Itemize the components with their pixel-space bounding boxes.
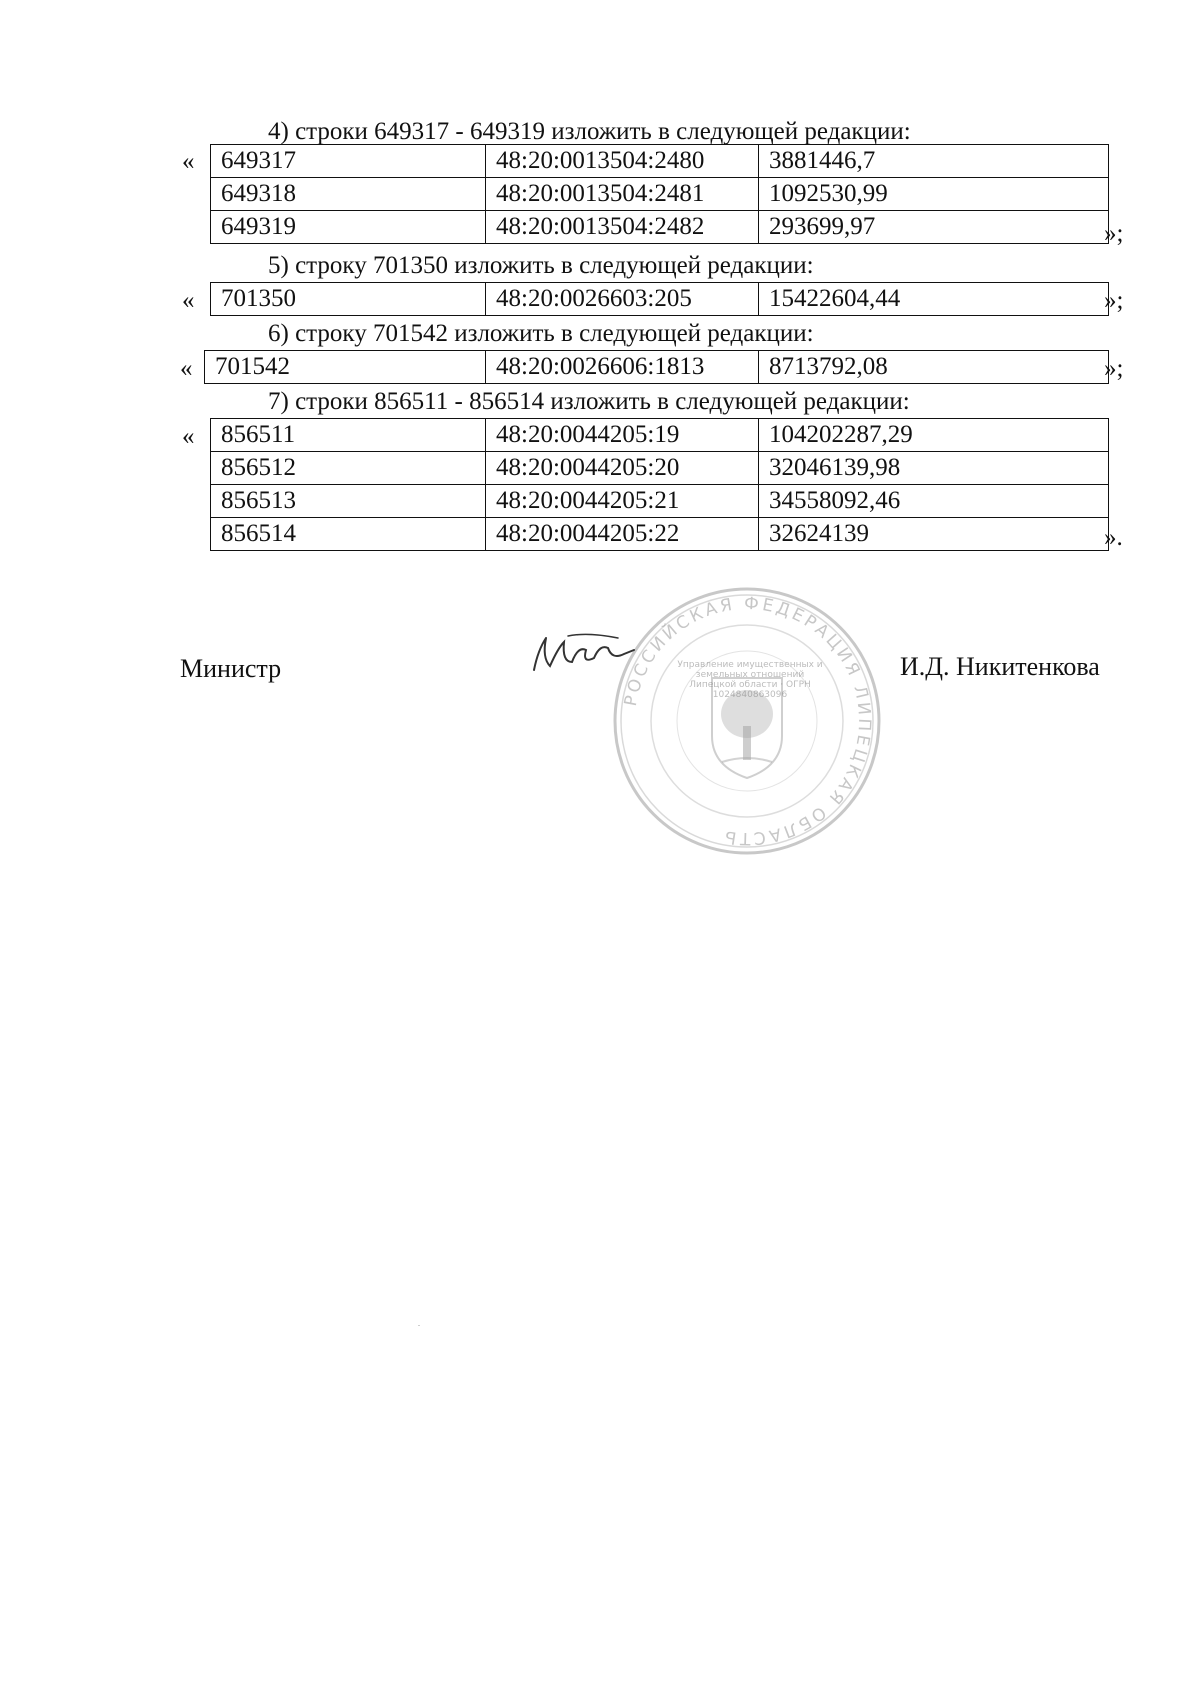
table-row [211,178,1109,211]
row-number-cell: 649317 [211,145,486,178]
section-7-close-quote: ». [1104,524,1123,551]
section-5-open-quote: « [182,287,195,314]
section-6-close-quote: »; [1104,355,1124,382]
table-row [211,419,1109,452]
official-seal-stamp [612,586,882,856]
table-row [211,485,1109,518]
row-number-cell: 856513 [211,485,486,518]
signatory-title: Министр [180,654,282,683]
section-6-heading: 6) строку 701542 изложить в следующей редакции: [268,320,814,347]
table-row [211,452,1109,485]
section-6-open-quote: « [180,355,193,382]
svg-text:РОССИЙСКАЯ ФЕДЕРАЦИЯ ЛИПЕЦКАЯ: РОССИЙСКАЯ ФЕДЕРАЦИЯ ЛИПЕЦКАЯ ОБЛАСТЬ [620,593,875,849]
cadastral-value-cell: 8713792,08 [759,351,1109,384]
row-number-cell: 856514 [211,518,486,551]
section-7-heading: 7) строки 856511 - 856514 изложить в следующей редакции: [268,388,910,415]
cadastral-value-cell: 3881446,7 [759,145,1109,178]
section-5-heading: 5) строку 701350 изложить в следующей редакции: [268,252,814,279]
row-number-cell: 856512 [211,452,486,485]
table-row [211,211,1109,244]
section-4-table [210,144,1109,244]
cadastral-number-cell: 48:20:0044205:19 [486,419,759,452]
cadastral-number-cell: 48:20:0044205:21 [486,485,759,518]
handwritten-signature [528,628,638,678]
cadastral-value-cell: 34558092,46 [759,485,1109,518]
row-number-cell: 701350 [211,283,486,316]
cadastral-value-cell: 15422604,44 [759,283,1109,316]
section-4-open-quote: « [182,148,195,175]
seal-inner-text: Управление имущественных и земельных отношений Липецкой области · ОГРН 1024840863096 [677,660,823,700]
section-7-open-quote: « [182,423,195,450]
row-number-cell: 701542 [205,351,486,384]
section-4-close-quote: »; [1104,220,1124,247]
cadastral-value-cell: 293699,97 [759,211,1109,244]
cadastral-number-cell: 48:20:0026603:205 [486,283,759,316]
section-5-table [210,282,1109,316]
cadastral-value-cell: 32046139,98 [759,452,1109,485]
section-5-close-quote: »; [1104,287,1124,314]
section-4-heading: 4) строки 649317 - 649319 изложить в следующей редакции: [268,118,911,145]
cadastral-value-cell: 104202287,29 [759,419,1109,452]
scan-speck [418,1325,420,1326]
row-number-cell: 649318 [211,178,486,211]
section-7-table [210,418,1109,551]
cadastral-number-cell: 48:20:0013504:2481 [486,178,759,211]
row-number-cell: 649319 [211,211,486,244]
cadastral-number-cell: 48:20:0026606:1813 [486,351,759,384]
table-row [205,351,1109,384]
signatory-name: И.Д. Никитенкова [900,652,1100,681]
cadastral-value-cell: 1092530,99 [759,178,1109,211]
cadastral-number-cell: 48:20:0013504:2482 [486,211,759,244]
row-number-cell: 856511 [211,419,486,452]
cadastral-value-cell: 32624139 [759,518,1109,551]
cadastral-number-cell: 48:20:0044205:20 [486,452,759,485]
table-row [211,283,1109,316]
table-row [211,518,1109,551]
cadastral-number-cell: 48:20:0013504:2480 [486,145,759,178]
table-row [211,145,1109,178]
cadastral-number-cell: 48:20:0044205:22 [486,518,759,551]
section-6-table [204,350,1109,384]
